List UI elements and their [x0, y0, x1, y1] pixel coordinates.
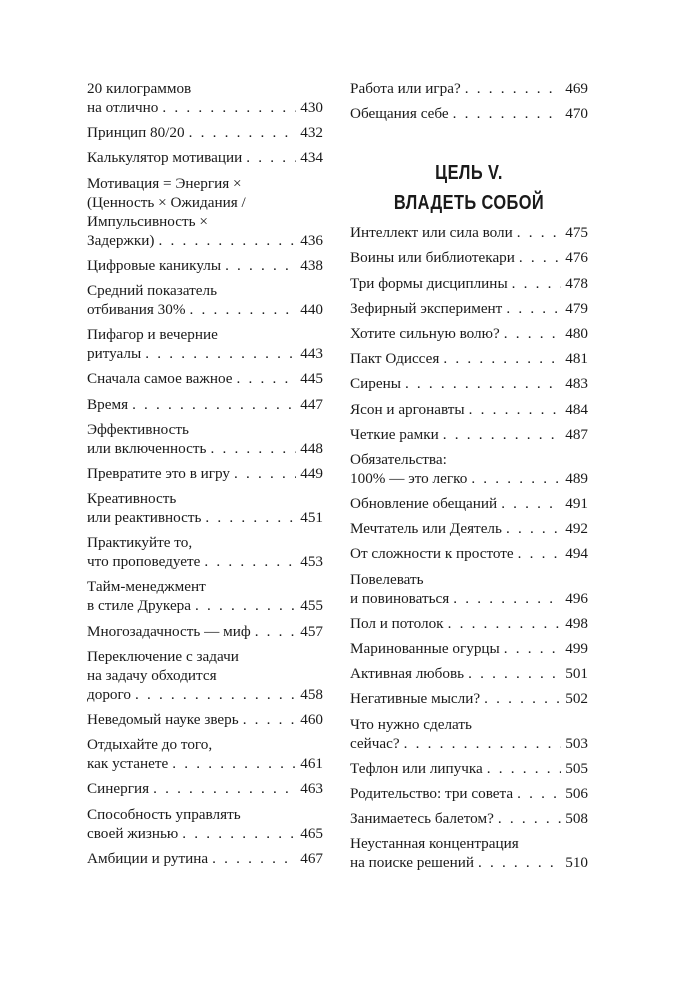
toc-entry — [350, 809, 588, 828]
toc-entry — [87, 779, 323, 798]
dot-leader — [449, 589, 561, 608]
toc-entry — [350, 79, 588, 98]
toc-entry-last-line — [87, 552, 323, 571]
dot-leader — [497, 494, 561, 513]
toc-entry — [350, 494, 588, 513]
toc-entry-last-line — [87, 395, 323, 414]
toc-right-column — [350, 79, 588, 879]
page-number: 448 — [300, 439, 323, 457]
dot-leader — [230, 464, 296, 483]
toc-entry — [87, 464, 323, 483]
page-number: 470 — [565, 105, 588, 123]
toc-entry — [350, 689, 588, 708]
page-number: 487 — [565, 425, 588, 443]
toc-entry-last-line — [350, 248, 588, 267]
dot-leader — [191, 596, 296, 615]
page-number: 502 — [565, 690, 588, 708]
toc-entry-title-line: Многозадачность — миф — [87, 622, 251, 640]
toc-entry — [87, 622, 323, 641]
dot-leader — [251, 622, 297, 641]
toc-entry — [350, 104, 588, 123]
toc-entry — [350, 374, 588, 393]
toc-entry — [350, 248, 588, 267]
toc-entry-last-line — [87, 464, 323, 483]
toc-entry-last-line — [350, 759, 588, 778]
toc-right-bottom-list — [350, 223, 588, 872]
toc-entry — [87, 577, 323, 615]
toc-entry — [87, 325, 323, 363]
toc-entry-title-line: Эффективность — [87, 420, 189, 438]
toc-entry — [350, 324, 588, 343]
toc-entry — [87, 256, 323, 275]
dot-leader — [449, 104, 562, 123]
toc-entry — [87, 281, 323, 319]
toc-entry — [87, 805, 323, 843]
toc-entry — [87, 489, 323, 527]
page-number: 460 — [300, 711, 323, 728]
toc-entry-last-line — [87, 98, 323, 117]
toc-entry — [87, 369, 323, 388]
toc-entry-title-line: Работа или игра? — [350, 80, 461, 97]
toc-right-top-list — [350, 79, 588, 123]
toc-entry-last-line — [350, 223, 588, 242]
dot-leader — [178, 824, 296, 843]
toc-entry-last-line — [87, 622, 323, 641]
toc-entry — [350, 519, 588, 538]
toc-entry-title-line: Принцип 80/20 — [87, 124, 185, 142]
toc-entry-title-line: как устанете — [87, 755, 169, 773]
dot-leader — [185, 123, 297, 142]
toc-entry-title-line: Тайм-менеджмент — [87, 578, 206, 596]
toc-entry-title-line: сейчас? — [350, 734, 400, 752]
page-number: 455 — [300, 597, 323, 615]
toc-entry-title-line: на поиске решений — [350, 854, 474, 872]
dot-leader — [158, 98, 296, 117]
toc-entry-last-line — [87, 824, 323, 843]
toc-entry — [87, 420, 323, 458]
section-heading-line1: ЦЕЛЬ V. — [435, 162, 503, 185]
toc-entry-title-line: ритуалы — [87, 345, 142, 363]
toc-entry-title-line: Калькулятор мотивации — [87, 149, 243, 167]
toc-entry-last-line — [87, 849, 323, 868]
dot-leader — [515, 248, 561, 267]
page-number: 510 — [565, 854, 588, 872]
toc-entry-last-line — [87, 754, 323, 773]
dot-leader — [461, 79, 561, 98]
dot-leader — [483, 759, 561, 778]
toc-entry-last-line — [350, 374, 588, 393]
toc-entry-title-line: Три формы дисциплины — [350, 274, 508, 292]
dot-leader — [185, 300, 296, 319]
dot-leader — [201, 508, 296, 527]
toc-entry-last-line — [87, 685, 323, 704]
toc-entry-last-line — [87, 439, 323, 458]
page-number: 484 — [565, 400, 588, 418]
dot-leader — [464, 664, 561, 683]
page-number: 451 — [300, 509, 323, 527]
toc-entry-title-line: Зефирный эксперимент — [350, 299, 503, 317]
toc-entry-title-line: Превратите это в игру — [87, 464, 231, 482]
toc-entry-title-line: Негативные мысли? — [350, 690, 481, 708]
toc-entry-last-line — [350, 809, 588, 828]
toc-entry-last-line — [87, 369, 323, 388]
page-number: 494 — [565, 545, 588, 563]
toc-entry — [350, 450, 588, 488]
dot-leader — [500, 639, 561, 658]
toc-entry-last-line — [350, 400, 588, 419]
toc-entry-last-line — [350, 519, 588, 538]
toc-entry-title-line: Тефлон или липучка — [350, 759, 483, 777]
toc-entry-title-line: Родительство: три совета — [350, 784, 514, 802]
page-number: 505 — [565, 759, 588, 777]
toc-entry-title-line: 100% — это легко — [350, 469, 468, 487]
dot-leader — [168, 754, 296, 773]
toc-entry-title-line: От сложности к простоте — [350, 545, 514, 563]
toc-entry — [87, 395, 323, 414]
toc-entry — [87, 735, 323, 773]
toc-entry-title-line: Пол и потолок — [350, 614, 444, 632]
toc-entry — [350, 570, 588, 608]
toc-entry-title-line: Амбиции и рутина — [87, 849, 209, 867]
section-heading-line2: ВЛАДЕТЬ СОБОЙ — [393, 192, 545, 215]
toc-entry-title-line: Практикуйте то, — [87, 534, 193, 552]
toc-entry-title-line: Импульсивность × — [87, 212, 208, 230]
toc-entry — [350, 664, 588, 683]
toc-entry-title-line: Задержки) — [87, 231, 155, 249]
toc-entry-title-line: Неведомый науке зверь — [87, 711, 239, 728]
page-number: 476 — [565, 249, 588, 267]
toc-entry-title-line: и повиноваться — [350, 589, 450, 607]
toc-entry-title-line: Ясон и аргонавты — [350, 400, 465, 418]
toc-entry-title-line: Мотивация = Энергия × — [87, 174, 242, 192]
toc-entry-title-line: Обещания себе — [350, 105, 449, 123]
toc-left-column — [87, 79, 323, 874]
toc-entry-title-line: Пифагор и вечерние — [87, 326, 218, 344]
dot-leader — [494, 809, 561, 828]
dot-leader — [141, 344, 296, 363]
toc-entry-title-line: в стиле Друкера — [87, 597, 192, 615]
toc-entry-last-line — [87, 123, 323, 142]
toc-entry-title-line: Мечтатель или Деятель — [350, 520, 502, 538]
toc-entry-title-line: на задачу обходится — [87, 666, 217, 684]
dot-leader — [513, 223, 561, 242]
toc-entry-last-line — [350, 469, 588, 488]
dot-leader — [514, 544, 562, 563]
toc-entry-title-line: или включенность — [87, 439, 207, 457]
toc-entry-title-line: (Ценность × Ожидания / — [87, 193, 246, 211]
dot-leader — [465, 400, 562, 419]
page-number: 436 — [300, 231, 323, 249]
toc-entry-title-line: или реактивность — [87, 509, 202, 527]
toc-entry-title-line: на отлично — [87, 99, 159, 116]
page-number: 501 — [565, 665, 588, 683]
toc-entry-title-line: Обязательства: — [350, 450, 447, 468]
toc-entry-title-line: Занимаетесь балетом? — [350, 810, 494, 828]
toc-entry-last-line — [87, 148, 323, 167]
dot-leader — [208, 849, 296, 868]
dot-leader — [500, 324, 562, 343]
dot-leader — [474, 853, 561, 872]
dot-leader — [502, 299, 561, 318]
toc-entry — [350, 349, 588, 368]
page-number: 461 — [300, 755, 323, 773]
toc-entry — [87, 174, 323, 250]
toc-entry-last-line — [87, 231, 323, 250]
dot-leader — [149, 779, 296, 798]
page-number: 440 — [300, 300, 323, 318]
toc-entry-last-line — [87, 344, 323, 363]
toc-entry — [350, 715, 588, 753]
page-number: 447 — [300, 395, 323, 413]
dot-leader — [401, 374, 561, 393]
toc-entry — [350, 425, 588, 444]
toc-entry-last-line — [350, 689, 588, 708]
page-number: 458 — [300, 685, 323, 703]
section-heading — [371, 158, 566, 218]
toc-entry — [87, 79, 323, 117]
page-number: 449 — [300, 464, 323, 482]
dot-leader — [513, 784, 561, 803]
page-number: 480 — [565, 324, 588, 342]
page-number: 469 — [565, 80, 588, 97]
page-number: 434 — [300, 149, 323, 167]
toc-entry-last-line — [87, 710, 323, 729]
toc-entry-last-line — [350, 734, 588, 753]
toc-entry-last-line — [350, 494, 588, 513]
dot-leader — [239, 710, 297, 729]
toc-entry-title-line: Маринованные огурцы — [350, 640, 500, 657]
page-number: 506 — [565, 784, 588, 802]
toc-entry-title-line: Хотите сильную волю? — [350, 324, 500, 342]
toc-entry-title-line: Сначала самое важное — [87, 370, 233, 388]
dot-leader — [467, 469, 561, 488]
toc-entry — [87, 533, 323, 571]
dot-leader — [480, 689, 561, 708]
dot-leader — [206, 439, 296, 458]
toc-entry-last-line — [350, 425, 588, 444]
toc-entry-last-line — [350, 664, 588, 683]
toc-entry — [350, 759, 588, 778]
toc-entry-title-line: Синергия — [87, 780, 150, 798]
toc-entry — [350, 544, 588, 563]
dot-leader — [128, 395, 296, 414]
page-number: 475 — [565, 224, 588, 242]
page-number: 430 — [300, 99, 323, 116]
dot-leader — [232, 369, 296, 388]
dot-leader — [502, 519, 561, 538]
toc-entry — [87, 148, 323, 167]
toc-entry-title-line: отбивания 30% — [87, 300, 186, 318]
page-number: 496 — [565, 589, 588, 607]
page-number: 499 — [565, 640, 588, 657]
dot-leader — [444, 614, 562, 633]
page-number: 491 — [565, 495, 588, 513]
toc-entry-last-line — [350, 274, 588, 293]
toc-entry — [350, 614, 588, 633]
toc-entry-title-line: Четкие рамки — [350, 425, 439, 443]
toc-entry-title-line: Что нужно сделать — [350, 715, 472, 733]
toc-entry-title-line: Цифровые каникулы — [87, 256, 222, 274]
toc-entry-last-line — [350, 589, 588, 608]
toc-entry-last-line — [350, 349, 588, 368]
toc-entry-title-line: своей жизнью — [87, 824, 179, 842]
toc-entry-title-line: Переключение с задачи — [87, 647, 239, 665]
page-number: 498 — [565, 614, 588, 632]
toc-entry — [350, 299, 588, 318]
page-number: 483 — [565, 375, 588, 393]
toc-entry-last-line — [350, 324, 588, 343]
toc-entry-title-line: Пакт Одиссея — [350, 350, 440, 368]
toc-entry-title-line: Средний показатель — [87, 281, 218, 299]
toc-entry — [87, 710, 323, 729]
toc-entry-title-line: дорого — [87, 685, 131, 703]
toc-entry-last-line — [350, 104, 588, 123]
toc-entry-last-line — [350, 853, 588, 872]
toc-entry-last-line — [87, 596, 323, 615]
toc-entry-title-line: Время — [87, 395, 129, 413]
toc-entry-title-line: Интеллект или сила воли — [350, 224, 513, 242]
toc-entry-last-line — [87, 779, 323, 798]
toc-entry-last-line — [350, 614, 588, 633]
toc-entry — [350, 834, 588, 872]
toc-entry — [350, 639, 588, 658]
toc-entry-last-line — [87, 508, 323, 527]
dot-leader — [400, 734, 562, 753]
page-number: 508 — [565, 810, 588, 828]
toc-entry-last-line — [350, 784, 588, 803]
toc-entry-title-line: Способность управлять — [87, 805, 241, 823]
page-number: 465 — [300, 824, 323, 842]
toc-entry-last-line — [350, 79, 588, 98]
toc-entry-title-line: Сирены — [350, 375, 401, 393]
toc-entry-last-line — [87, 256, 323, 275]
toc-entry — [87, 647, 323, 704]
toc-entry — [87, 123, 323, 142]
toc-entry — [350, 223, 588, 242]
toc-entry-last-line — [350, 639, 588, 658]
page-number: 432 — [300, 124, 323, 142]
toc-entry-title-line: Креативность — [87, 490, 177, 508]
dot-leader — [221, 256, 296, 275]
toc-entry-last-line — [350, 299, 588, 318]
page-number: 445 — [300, 370, 323, 388]
toc-entry-last-line — [350, 544, 588, 563]
page-number: 481 — [565, 350, 588, 368]
toc-entry-title-line: Отдыхайте до того, — [87, 736, 213, 754]
page-number: 463 — [300, 780, 323, 798]
toc-entry-title-line: Активная любовь — [350, 665, 465, 683]
toc-entry-last-line — [87, 300, 323, 319]
page-number: 489 — [565, 469, 588, 487]
toc-entry — [350, 400, 588, 419]
dot-leader — [131, 685, 296, 704]
toc-entry — [87, 849, 323, 868]
toc-entry-title-line: Повелевать — [350, 570, 424, 588]
toc-entry-title-line: Воины или библиотекари — [350, 249, 515, 267]
toc-entry-title-line: Обновление обещаний — [350, 495, 498, 513]
page-number: 478 — [565, 274, 588, 292]
toc-entry-title-line: 20 килограммов — [87, 80, 192, 97]
page-number: 453 — [300, 553, 323, 571]
toc-entry — [350, 784, 588, 803]
toc-entry — [350, 274, 588, 293]
dot-leader — [154, 231, 296, 250]
page-number: 438 — [300, 256, 323, 274]
page-number: 479 — [565, 299, 588, 317]
page-number: 492 — [565, 520, 588, 538]
page-number: 457 — [300, 622, 323, 640]
page-number: 467 — [300, 849, 323, 867]
dot-leader — [200, 552, 296, 571]
toc-entry-title-line: что проповедуете — [87, 553, 201, 571]
toc-entry-title-line: Неустанная концентрация — [350, 835, 519, 853]
dot-leader — [439, 425, 561, 444]
dot-leader — [508, 274, 562, 293]
dot-leader — [439, 349, 561, 368]
page-number: 503 — [565, 734, 588, 752]
dot-leader — [242, 148, 296, 167]
page-number: 443 — [300, 345, 323, 363]
